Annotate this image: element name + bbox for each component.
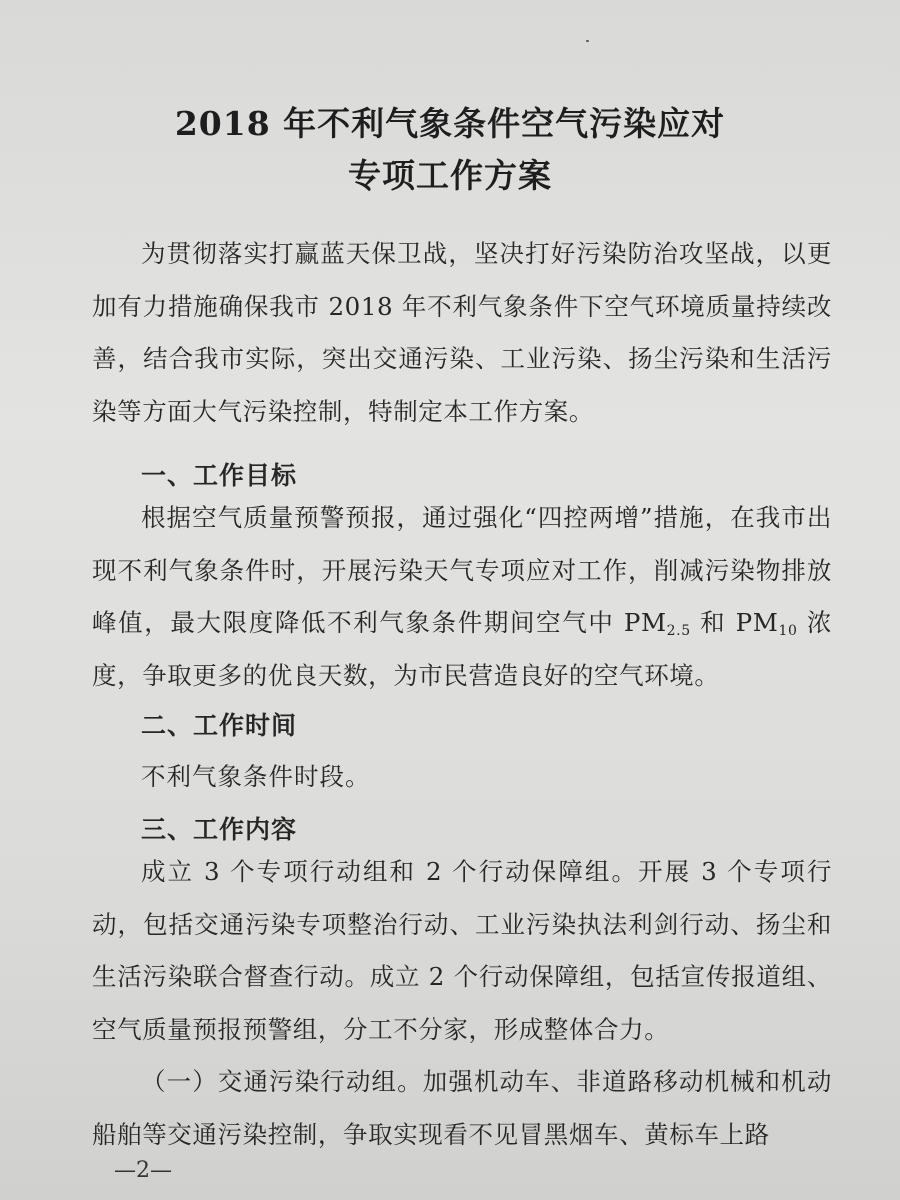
section-2-heading: 二、工作时间 [141, 711, 298, 740]
pm25-subscript: 2.5 [666, 623, 691, 639]
section-1-text-part-2: 和 PM [690, 608, 779, 637]
document-title-line-2: 专项工作方案 [348, 156, 552, 195]
page-number: —2— [114, 1158, 172, 1183]
subsection-1-paragraph: （一）交通污染行动组。加强机动车、非道路移动机械和机动船舶等交通污染控制，争取实现看不见冒黑烟车、黄标车上路 [92, 1067, 832, 1149]
section-3-paragraph: 成立 3 个专项行动组和 2 个行动保障组。开展 3 个专项行动，包括交通污染专项整治行动、工业污染执法利剑行动、扬尘和生活污染联合督查行动。成立 2 个行动保障组，包括宣传报道组、空气质量预报预警组，分工不分家，形成整体合力。 [92, 857, 832, 1044]
section-1-paragraph [92, 492, 832, 702]
paper-speck [586, 40, 589, 42]
section-2-text: 不利气象条件时段。 [141, 762, 371, 791]
section-1-heading: 一、工作目标 [141, 461, 298, 490]
document-title-line-1: 2018 年不利气象条件空气污染应对 [174, 104, 726, 143]
section-3-heading: 三、工作内容 [141, 815, 298, 844]
section-1-text-part-1: 根据空气质量预警预报，通过强化“四控两增”措施，在我市出现不利气象条件时，开展污染天气专项应对工作，削减污染物排放峰值，最大限度降低不利气象条件期间空气中 PM [92, 503, 832, 637]
section-1-text-part-3: 浓度，争取更多的优良天数，为市民营造良好的空气环境。 [92, 608, 832, 690]
intro-paragraph: 为贯彻落实打赢蓝天保卫战，坚决打好污染防治攻坚战，以更加有力措施确保我市 2018 年不利气象条件下空气环境质量持续改善，结合我市实际，突出交通污染、工业污染、扬尘污染和生活污染等方面大气污染控制，特制定本工作方案。 [92, 239, 832, 426]
pm10-subscript: 10 [778, 623, 798, 639]
